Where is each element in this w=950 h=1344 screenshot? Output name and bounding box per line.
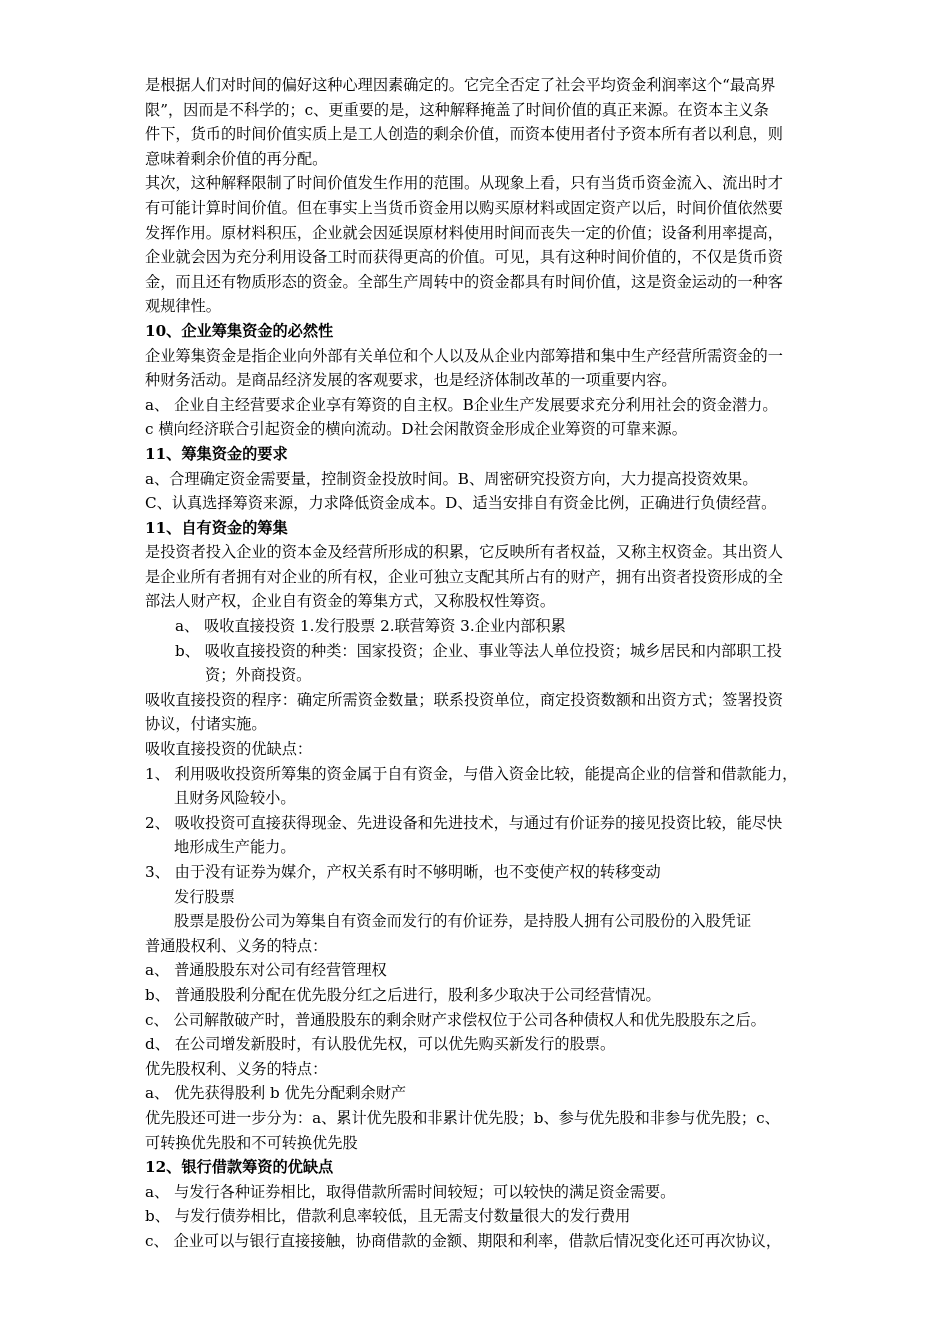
text-line: 可转换优先股和不可转换优先股 <box>145 1133 358 1152</box>
text-line: 发挥作用。原材料积压，企业就会因延误原材料使用时间而丧失一定的价值；设备利用率提高， <box>145 223 783 242</box>
text-line: 2、 吸收投资可直接获得现金、先进设备和先进技术，与通过有价证券的接见投资比较，能尽快 <box>145 813 783 832</box>
text-line: 发行股票 <box>174 887 235 906</box>
text-line: 其次，这种解释限制了时间价值发生作用的范围。从现象上看，只有当货币资金流入、流出时才 <box>145 174 783 193</box>
text-line: d、 在公司增发新股时，有认股优先权，可以优先购买新发行的股票。 <box>145 1035 616 1054</box>
text-line: a、 普通股股东对公司有经营管理权 <box>145 961 387 980</box>
text-line: 件下，货币的时间价值实质上是工人创造的剩余价值，而资本使用者付予资本所有者以利息，则 <box>145 125 783 144</box>
text-line: 股票是股份公司为筹集自有资金而发行的有价证券，是持股人拥有公司股份的入股凭证 <box>174 912 752 931</box>
text-line: 限”，因而是不科学的；c、更重要的是，这种解释掩盖了时间价值的真正来源。在资本主义条 <box>145 100 769 119</box>
text-line: a、 优先获得股利 b 优先分配剩余财产 <box>145 1084 407 1103</box>
text-line: 是根据人们对时间的偏好这种心理因素确定的。它完全否定了社会平均资金利润率这个“最高界 <box>145 76 776 94</box>
text-line: 意味着剩余价值的再分配。 <box>145 149 328 168</box>
section-heading: 11、筹集资金的要求 <box>145 444 288 463</box>
section-heading: 10、企业筹集资金的必然性 <box>145 321 334 340</box>
text-line: 种财务活动。是商品经济发展的客观要求，也是经济体制改革的一项重要内容。 <box>145 371 677 390</box>
text-line: 吸收直接投资的程序：确定所需资金数量；联系投资单位，商定投资数额和出资方式；签署投资 <box>145 690 783 709</box>
text-line: 吸收直接投资的优缺点： <box>145 740 313 759</box>
text-line: 协议，付诸实施。 <box>145 715 267 734</box>
text-line: 资；外商投资。 <box>205 666 312 685</box>
text-line: 是投资者投入企业的资本金及经营所形成的积累，它反映所有者权益，又称主权资金。其出资人 <box>145 543 783 562</box>
text-line: a、 与发行各种证券相比，取得借款所需时间较短；可以较快的满足资金需要。 <box>145 1182 676 1201</box>
text-line: a、合理确定资金需要量，控制资金投放时间。B、周密研究投资方向，大力提高投资效果。 <box>145 469 758 488</box>
text-line: c 横向经济联合引起资金的横向流动。D社会闲散资金形成企业筹资的可靠来源。 <box>145 420 687 439</box>
text-line: b、 与发行债券相比，借款利息率较低，且无需支付数量很大的发行费用 <box>145 1207 631 1226</box>
text-line: C、认真选择筹资来源，力求降低资金成本。D、适当安排自有资金比例，正确进行负债经营。 <box>145 494 777 513</box>
text-line: 1、 利用吸收投资所筹集的资金属于自有资金，与借入资金比较，能提高企业的信誉和借款能力， <box>145 764 798 783</box>
text-line: 优先股权利、义务的特点： <box>145 1059 328 1078</box>
text-line: 3、 由于没有证券为媒介，产权关系有时不够明晰，也不变使产权的转移变动 <box>145 863 661 881</box>
text-line: c、 公司解散破产时，普通股股东的剩余财产求偿权位于公司各种债权人和优先股股东之后。 <box>145 1010 766 1029</box>
section-heading: 12、银行借款筹资的优缺点 <box>145 1158 334 1177</box>
text-line: b、 普通股股利分配在优先股分红之后进行，股利多少取决于公司经营情况。 <box>145 985 661 1004</box>
text-line: 是企业所有者拥有对企业的所有权，企业可独立支配其所占有的财产，拥有出资者投资形成的全 <box>145 567 783 586</box>
text-line: 企业就会因为充分利用设备工时而获得更高的价值。可见，具有这种时间价值的，不仅是货币资 <box>145 248 783 267</box>
text-line: 普通股权利、义务的特点： <box>145 936 328 955</box>
text-line: a、 吸收直接投资 1.发行股票 2.联营筹资 3.企业内部积累 <box>175 617 566 636</box>
document-body <box>145 73 860 1254</box>
text-line: 部法人财产权，企业自有资金的筹集方式，又称股权性筹资。 <box>145 592 556 611</box>
text-line: a、 企业自主经营要求企业享有筹资的自主权。B企业生产发展要求充分利用社会的资金潜力。 <box>145 395 778 414</box>
text-line: 金，而且还有物质形态的资金。全部生产周转中的资金都具有时间价值，这是资金运动的一种客 <box>145 272 783 291</box>
section-heading: 11、自有资金的筹集 <box>145 518 288 537</box>
text-line: 且财务风险较小。 <box>174 789 296 808</box>
text-line: 观规律性。 <box>145 297 221 316</box>
text-line: b、 吸收直接投资的种类：国家投资；企业、事业等法人单位投资；城乡居民和内部职工投 <box>175 641 782 660</box>
text-line: 地形成生产能力。 <box>174 838 296 857</box>
text-line: 企业筹集资金是指企业向外部有关单位和个人以及从企业内部筹措和集中生产经营所需资金的一 <box>145 346 783 365</box>
text-line: c、 企业可以与银行直接接触，协商借款的金额、期限和利率，借款后情况变化还可再次协议， <box>145 1231 782 1250</box>
text-line: 优先股还可进一步分为：a、累计优先股和非累计优先股；b、参与优先股和非参与优先股；c、 <box>145 1108 780 1127</box>
text-line: 有可能计算时间价值。但在事实上当货币资金用以购买原材料或固定资产以后，时间价值依然要 <box>145 198 783 217</box>
